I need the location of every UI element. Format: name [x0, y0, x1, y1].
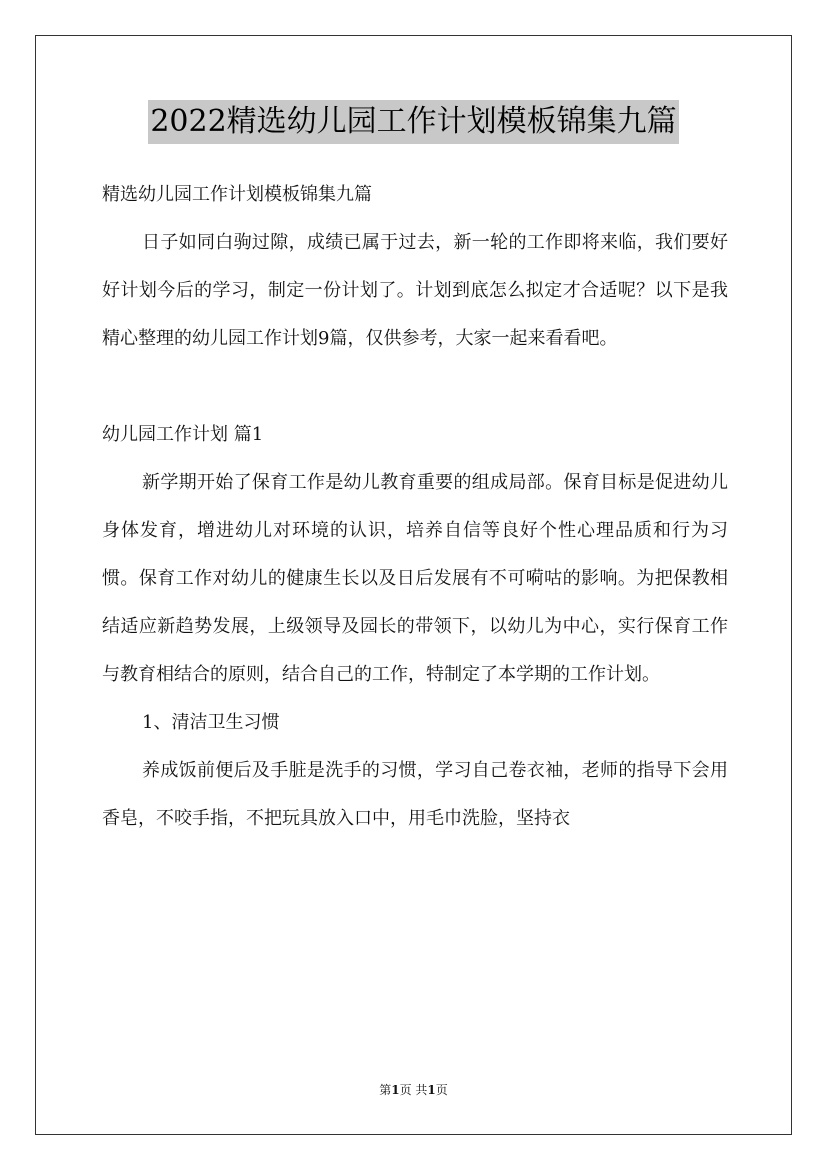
footer-page-suffix: 页 — [435, 1083, 448, 1097]
footer-page-current: 1 — [391, 1083, 400, 1097]
footer-page-total: 1 — [427, 1083, 436, 1097]
title-wrap — [0, 100, 827, 144]
page-footer — [0, 1080, 827, 1100]
section-heading: 幼儿园工作计划 篇1 — [102, 424, 264, 445]
footer-page-prefix: 第 — [379, 1083, 392, 1097]
section-paragraph: 新学期开始了保育工作是幼儿教育重要的组成局部。保育目标是促进幼儿身体发育，增进幼儿对环境的认识，培养自信等良好个性心理品质和行为习惯。保育工作对幼儿的健康生长以及日后发展有不可嗬咕的影响。为把保教相结适应新趋势发展，上级领导及园长的带领下，以幼儿为中心，实行保育工作与教育相结合的原则，结合自己的工作，特制定了本学期的工作计划。 — [102, 472, 728, 685]
item-heading: 1、清洁卫生习惯 — [142, 712, 280, 733]
paragraph-gap — [102, 363, 728, 411]
document-body — [102, 171, 728, 843]
document-title: 2022精选幼儿园工作计划模板锦集九篇 — [148, 100, 678, 144]
intro-paragraph: 日子如同白驹过隙，成绩已属于过去，新一轮的工作即将来临，我们要好好计划今后的学习，制定一份计划了。计划到底怎么拟定才合适呢？以下是我精心整理的幼儿园工作计划9篇，仅供参考，大家一起来看看吧。 — [102, 232, 728, 349]
item-paragraph: 养成饭前便后及手脏是洗手的习惯，学习自己卷衣袖，老师的指导下会用香皂，不咬手指，不把玩具放入口中，用毛巾洗脸，坚持衣 — [102, 760, 728, 829]
document-subtitle: 精选幼儿园工作计划模板锦集九篇 — [102, 184, 372, 205]
footer-page-mid: 页 共 — [399, 1083, 428, 1097]
